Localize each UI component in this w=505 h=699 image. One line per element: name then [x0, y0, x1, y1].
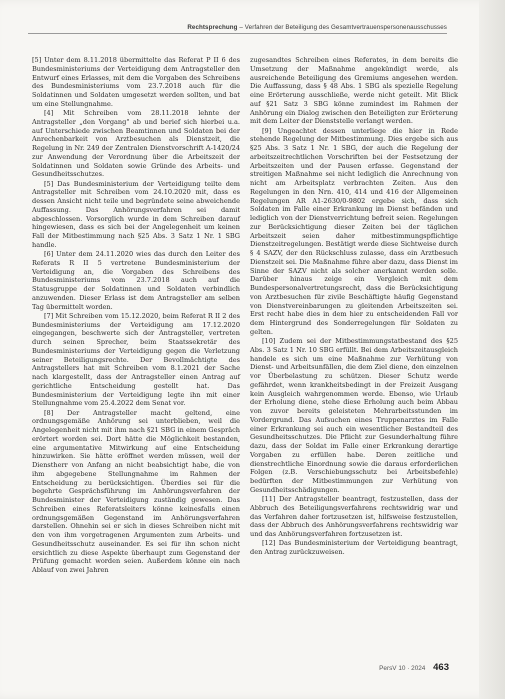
paragraph-5: [5] Das Bundesministerium der Verteidigung teilte dem Antragsteller mit Schreiben vom 24.10.2020 mit, dass es dessen Ansicht nicht teile und begründete seine abweichende Auffassung. Das Anhörungsverfahren sei damit abgeschlossen. Vorsorglich wurde in dem Schreiben darauf hingewiesen, dass es sich bei der Angelegenheit um keinen Fall der Mitbestimmung nach §25 Abs. 3 Satz 1 Nr. 1 SBG handle. [32, 179, 240, 249]
left-column [32, 56, 240, 575]
header-separator: – [239, 24, 245, 31]
paragraph-10: [10] Zudem sei der Mitbestimmungstatbestand des §25 Abs. 3 Satz 1 Nr. 10 SBG erfüllt. Bei dem Arbeitszeitausgleich handele es sich um eine Maßnahme zur Verhütung von Dienst- und Arbeitsunfällen, die dem Ziel diene, den einzelnen vor Überbelastung zu schützen. Dieser Schutz werde gefährdet, wenn krankheitsbedingt in der Freizeit Ausgang kein Ausgleich wahrgenommen werde. Ebenso, wie Urlaub der Erholung diene, stehe diese Erholung auch beim Abbau von zuvor bereits geleisteten Mehrarbeitsstunden im Vordergrund. Das Aufsuchen eines Truppenarztes im Falle einer Erkrankung sei auch ein wesentlicher Bestandteil des Gesundheitsschutzes. Die Pflicht zur Gesunderhaltung führe dazu, dass der Soldat im Falle einer Erkrankung derartige Vorgaben zu erfüllen habe. Deren zeitliche und dienstrechtliche Einordnung sowie die daraus erforderlichen Folgen (z.B. Verschiebungsschutz bei Arbeitsbefehle) bedürften der Mitbestimmungen zur Verhütung von Gesundheitsschädigungen. [250, 337, 458, 494]
page-edge-shadow [479, 0, 505, 699]
paragraph-4: [4] Mit Schreiben vom 28.11.2018 lehnte der Antragsteller „den Vorgang" ab und berief sich hierbei u.a. auf Unterschiede zwischen Beamtinnen und Soldaten bei der Anrechenbarkeit von Arztbesuchen als Dienstzeit, die Regelung in Nr. 249 der Zentralen Dienstvorschrift A-1420/24 zur Anwendung der Verordnung über die Arbeitszeit der Soldatinnen und Soldaten sowie Gründe des Arbeits- und Gesundheitsschutzes. [32, 109, 240, 179]
running-header [187, 24, 447, 31]
paragraph-6: [6] Unter dem 24.11.2020 wies das durch den Leiter des Referats R II 5 vertretene Bundesministerium der Verteidigung an, die Vorgaben des Schreibens des Bundesministeriums vom 23.7.2018 auch auf die Statusgruppe der Soldatinnen und Soldaten verbindlich anzuwenden. Dieser Erlass ist dem Antragsteller am selben Tag übermittelt worden. [32, 250, 240, 311]
right-column [250, 56, 458, 557]
paragraph-9: [9] Ungeachtet dessen unterliege die hier in Rede stehende Regelung der Mitbestimmung. Dies ergebe sich aus §25 Abs. 3 Satz 1 Nr. 1 SBG, der auch die Regelung der arbeitszeitrechtlichen Vorschriften bei der Festsetzung der Arbeitszeiten und der Pausen erfasse. Gegenstand der streitigen Maßnahme sei nicht lediglich die Anrechnung von nicht am Arbeitsplatz verbrachten Zeiten. Aus den Regelungen in den Nrn. 410, 414 und 416 der Allgemeinen Regelungen AR A1-2630/0-9802 ergebe sich, dass sich Soldaten im Falle einer Erkrankung im Dienst befänden und lediglich von der Dienstverrichtung befreit seien. Regelungen zur Berücksichtigung dieser Zeiten bei der täglichen Arbeitszeit seien daher mitbestimmungspflichtige Dienstzeitregelungen. Bestätigt werde diese Sichtweise durch § 4 SAZV, der den Rückschluss zulasse, dass ein Arztbesuch Dienstzeit sei. Die Maßnahme führe aber dazu, dass Dienst im Sinne der SAZV nicht als solcher anerkannt werden solle. Darüber hinaus zeige ein Vergleich mit dem Bundespersonalvertretungsrecht, dass die Berücksichtigung von Arztbesuchen für zivile Beschäftigte häufig Gegenstand von Dienstvereinbarungen zu gleitenden Arbeitszeiten sei. Erst recht habe dies in dem hier zu entscheidenden Fall vor dem Hintergrund des Sonderregelungen für Soldaten zu gelten. [250, 126, 458, 336]
header-rule [28, 33, 447, 34]
header-section: Rechtsprechung [187, 24, 238, 31]
paragraph-8: [8] Der Antragsteller macht geltend, eine ordnungsgemäße Anhörung sei unterblieben, weil die Angelegenheit nicht mit ihm nach §21 SBG in einem Gespräch erörtert worden sei. Dort hätte die Möglichkeit bestanden, eine argumentative Mitwirkung auf eine Entscheidung hinzuwirken. Sie hätte eröffnet werden müssen, weil der Dienstherr von Anfang an nicht beabsichtigt habe, die von ihm abgegebene Stellungnahme im Rahmen der Entscheidung zu berücksichtigen. Überdies sei für die begehrte Gesprächsführung im Anhörungsverfahren der Bundesminister der Verteidigung zuständig gewesen. Das Schreiben eines Referatsleiters könne keinesfalls einen ordnungsgemäßen Gegenstand im Anhörungsverfahren darstellen. Ohnehin sei er sich in dieses Schreiben nicht mit den von ihm vorgetragenen Argumenten zum Arbeits- und Gesundheitsschutz auseinander. Es sei für ihn schon nicht ersichtlich zu diese Aspekte überhaupt zum Gegenstand der Prüfung gemacht worden seien. Außerdem könne ein nach Ablauf von zwei Jahren [32, 408, 240, 574]
header-title: Verfahren der Beteiligung des Gesamtvertrauenspersonenausschusses [244, 24, 447, 31]
paragraph-11: [11] Der Antragsteller beantragt, festzustellen, dass der Abbruch des Beteiligungsverfahrens rechtswidrig war und das Verfahren daher fortzusetzen ist, hilfsweise festzustellen, dass der Abbruch des Anhörungsverfahrens rechtswidrig war und das Anhörungsverfahren fortzusetzen ist. [250, 495, 458, 538]
journal-issue: PersV 10 · 2024 [379, 665, 426, 672]
paragraph-3: [5] Unter dem 8.11.2018 übermittelte das Referat P II 6 des Bundesministeriums der Verteidigung dem Antragsteller den Entwurf eines Erlasses, mit dem die Vorgaben des Schreibens des Bundesministeriums vom 23.7.2018 auch für die Soldatinnen und Soldaten umgesetzt werden sollten, und bat um eine Stellungnahme. [32, 56, 240, 108]
page-number: 463 [433, 662, 449, 673]
page-footer [379, 662, 449, 673]
paragraph-8-continued: zugesandtes Schreiben eines Referates, in dem bereits die Umsetzung der Maßnahme angekündigt werde, als ausreichende Beteiligung des Gremiums angesehen werden. Die Auffassung, dass § 48 Abs. 1 SBG als spezielle Regelung eine Erörterung ausschließe, werde nicht geteilt. Mit Blick auf §21 Satz 3 SBG könne zumindest im Rahmen der Anhörung ein Dialog zwischen den Beteiligten zur Erörterung mit dem Leiter der Dienststelle verlangt werden. [250, 56, 458, 126]
paragraph-7: [7] Mit Schreiben vom 15.12.2020, beim Referat R II 2 des Bundesministeriums der Verteidigung am 17.12.2020 eingegangen, beschwerte sich der Antragsteller, vertreten durch seinen Sprecher, beim Staatssekretär des Bundesministeriums der Verteidigung gegen die Verletzung seiner Beteiligungsrechte. Der Bevollmächtigte des Antragstellers hat mit Schreiben vom 8.1.2021 der Sache nach klargestellt, dass der Antragsteller einen Antrag auf gerichtliche Entscheidung gestellt hat. Das Bundesministerium der Verteidigung legte ihn mit einer Stellungnahme vom 25.4.2022 dem Senat vor. [32, 311, 240, 408]
paragraph-12: [12] Das Bundesministerium der Verteidigung beantragt, den Antrag zurückzuweisen. [250, 539, 458, 556]
